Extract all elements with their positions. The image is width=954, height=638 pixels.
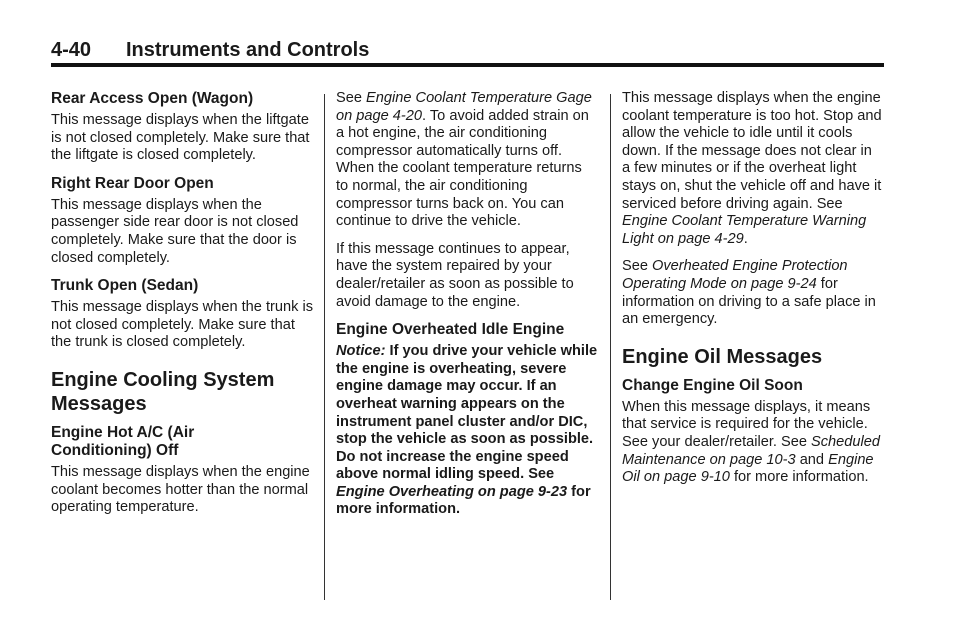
text-coolant-rest: . To avoid added strain on a hot engine, the air conditioning compressor automatically turns off. When the coolant temperature returns to normal, the air conditioning compressor turns back on. You can continue to drive the vehicle. [336, 107, 589, 230]
paragraph-trunk-open: This message displays when the trunk is not closed completely. Make sure that the trunk is closed completely. [51, 299, 313, 351]
heading-change-oil: Change Engine Oil Soon [622, 376, 803, 394]
heading-overheated-idle: Engine Overheated Idle Engine [336, 321, 565, 339]
text-protection-rest: for information on driving to a safe place in an emergency. [622, 275, 876, 328]
text-see: See [336, 90, 367, 106]
column-3 [622, 90, 884, 497]
text-change-oil-end: for more information. [729, 469, 869, 486]
paragraph-engine-hot-ac: This message displays when the engine coolant becomes hotter than the normal operating temperature. [51, 463, 310, 516]
heading-engine-hot-ac: Engine Hot A/C (Air Conditioning) Off [51, 423, 195, 459]
text-period: . [743, 230, 748, 247]
heading-engine-oil: Engine Oil Messages [622, 345, 823, 368]
header-rule [51, 63, 884, 67]
column-1 [51, 90, 313, 527]
link-overheated-protection[interactable]: Overheated Engine Protection Operating Mode on page 9-24 [622, 258, 848, 292]
link-scheduled-maintenance[interactable]: Scheduled Maintenance on page 10-3 [622, 433, 881, 468]
paragraph-change-oil [622, 399, 884, 487]
page-header [51, 38, 884, 66]
heading-rear-access: Rear Access Open (Wagon) [51, 90, 254, 107]
column-2 [336, 90, 598, 529]
notice-end: for more information. [336, 483, 591, 518]
text-and: and [795, 451, 829, 468]
paragraph-right-rear-door: This message displays when the passenger side rear door is not closed completely. Make sure that the door is closed completely. [51, 196, 299, 266]
section-title: Instruments and Controls [126, 39, 370, 61]
link-coolant-gage[interactable]: Engine Coolant Temperature Gage on page 4-20 [336, 90, 592, 124]
notice-label: Notice: [336, 343, 386, 360]
heading-right-rear-door: Right Rear Door Open [51, 174, 214, 192]
link-engine-overheating[interactable]: Engine Overheating on page 9-23 [336, 483, 568, 500]
paragraph-rear-access: This message displays when the liftgate is not closed completely. Make sure that the liftgate is closed completely. [51, 112, 310, 164]
link-engine-oil[interactable]: Engine Oil on page 9-10 [622, 451, 874, 486]
notice-paragraph [336, 343, 598, 519]
notice-text: If you drive your vehicle while the engine is overheating, severe engine damage may occur. If an overheat warning appears on the instrument panel cluster and/or DIC, stop the vehicle as soon as possible. Do not increase the engine speed above normal idling speed. See [336, 343, 598, 483]
paragraph-coolant-hot [622, 90, 884, 248]
text-coolant-hot: This message displays when the engine coolant temperature is too hot. Stop and allow the vehicle to idle until it cools down. If the message does not clear in a few minutes or if the overheat light stays on, shut the vehicle off and have it serviced before driving again. See [622, 90, 882, 212]
column-divider-2 [610, 94, 611, 600]
heading-trunk-open: Trunk Open (Sedan) [51, 277, 199, 295]
link-coolant-warning-light[interactable]: Engine Coolant Temperature Warning Light on page 4-29 [622, 213, 867, 247]
page-number: 4-40 [51, 39, 92, 61]
text-change-oil: When this message displays, it means that service is required for the vehicle. See your dealer/retailer. See [622, 398, 871, 450]
heading-engine-cooling: Engine Cooling System Messages [51, 368, 275, 415]
column-divider-1 [324, 94, 325, 600]
text-see: See [622, 258, 653, 275]
paragraph-repair: If this message continues to appear, have the system repaired by your dealer/retailer as soon as possible to avoid damage to the engine. [336, 240, 574, 310]
paragraph-overheated-protection [622, 258, 884, 328]
paragraph-coolant-gage [336, 90, 598, 231]
